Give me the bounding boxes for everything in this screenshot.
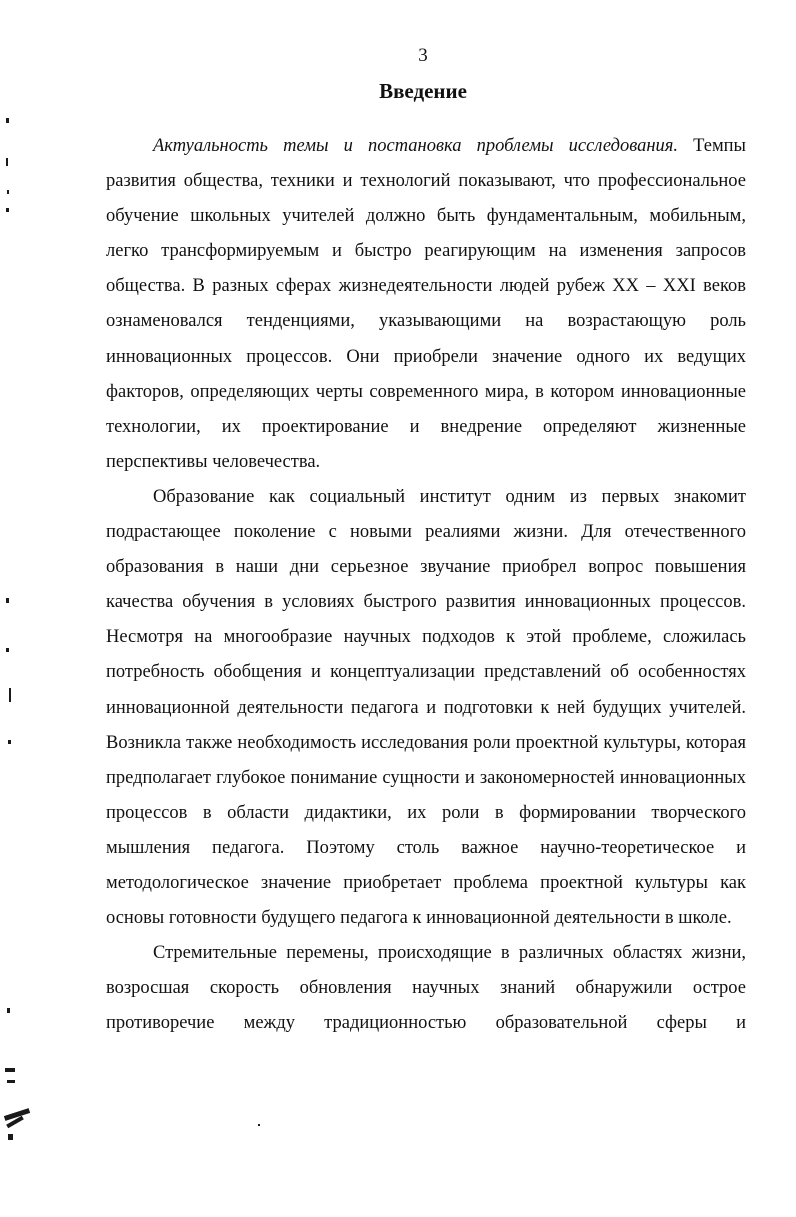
document-body	[106, 129, 746, 1041]
paragraph-3: Стремительные перемены, происходящие в различных областях жизни, возросшая скорость обновления научных знаний обнаружили острое противоречие между традиционностью образовательной сферы и	[106, 943, 746, 1034]
paragraph-1	[106, 129, 746, 480]
paragraph-2: Образование как социальный институт одним из первых знакомит подрастающее поколение с новыми реалиями жизни. Для отечественного образования в наши дни серьезное звучание приобрел вопрос повышения качества обучения в условиях быстрого развития инновационных процессов. Несмотря на многообразие научных подходов к этой проблеме, сложилась потребность обобщения и концептуализации представлений об особенностях инновационной деятельности педагога и подготовки к ней будущих учителей. Возникла также необходимость исследования роли проектной культуры, которая предполагает глубокое понимание сущности и закономерностей инновационных процессов в области дидактики, их роли в формировании творческого мышления педагога. Поэтому столь важное научно-теоретическое и методологическое значение приобретает проблема проектной культуры как основы готовности будущего педагога к инновационной деятельности в школе.	[106, 486, 746, 929]
paragraph-text: Темпы развития общества, техники и технологий показывают, что профессиональное обучение школьных учителей должно быть фундаментальным, мобильным, легко трансформируемым и быстро реагирующим на изменения запросов общества. В разных сферах жизнедеятельности людей рубеж XX – XXI веков ознаменовался тенденциями, указывающими на возрастающую роль инновационных процессов. Они приобрели значение одного их ведущих факторов, определяющих черты современного мира, в котором инновационные технологии, их проектирование и внедрение определяют жизненные перспективы человечества.	[106, 136, 746, 472]
paragraph-lead: Актуальность темы и постановка проблемы исследования.	[153, 136, 679, 156]
page-number: 3	[418, 45, 428, 66]
page-title: Введение	[379, 79, 467, 103]
